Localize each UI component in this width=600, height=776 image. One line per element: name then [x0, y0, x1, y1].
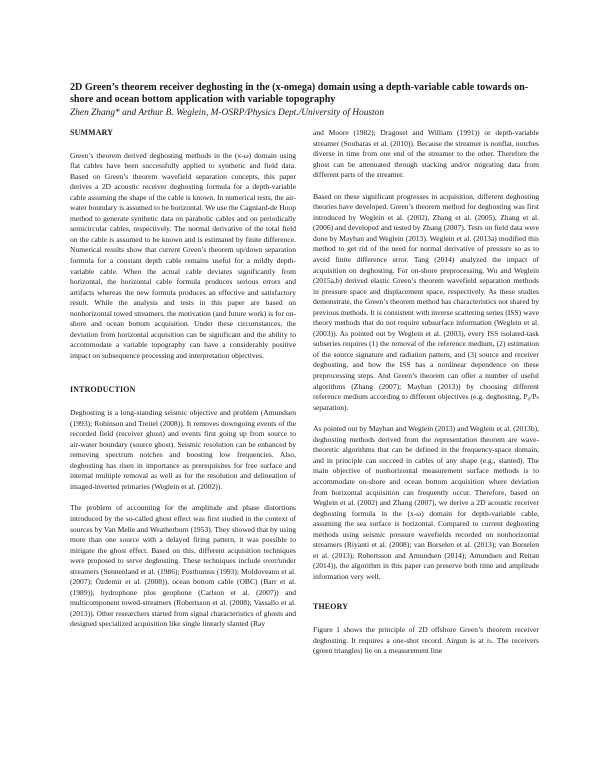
introduction-heading: INTRODUCTION: [70, 385, 136, 395]
summary-heading: SUMMARY: [70, 128, 114, 137]
theory-paragraph: Figure 1 shows the principle of 2D offshore Green’s theorem receiver deghosting. It requires a one-shot record. Airgun is at rₛ. The receivers (green triangles) lie on a measurement line: [313, 624, 539, 656]
theory-heading: THEORY: [313, 602, 349, 612]
intro-paragraph-2: The problem of accounting for the amplitude and phase distortions introduced by the so-called ghost effect was first studied in the context of sources by Van Melle and Weatherburn (1953). They showed that by using more than one source with a delayed firing pattern, it was possible to mitigate the ghost effect. Based on this, different acquisition techniques were proposed to serve deghosting. These techniques include over/under streamers (Sennenland et al. (1986); Posthumus (1993); Moldoveanu et al. (2007); Özdemir et al. (2008)), ocean bottom cable (OBC) (Barr et al. (1989)), hydrophone plus geophone (Carlson et al. (2007)) and multicomponent towed-streamers (Robertsson et al. (2008); Vassallo et al. (2013)). Other researchers started from signal characteristics of ghosts and designed specialized acquisition like single linearly slanted (Ray: [70, 503, 296, 629]
paper-title: 2D Green’s theorem receiver deghosting in the (x-omega) domain using a depth-variable cable towards on-shore and ocean bottom application with variable topography: [70, 82, 529, 106]
right-column: [313, 128, 539, 668]
summary-paragraph: Green’s theorem derived deghosting methods in the (x-ω) domain using flat cables have been successfully applied to synthetic and field data. Based on Green’s theorem wavefield separation concepts, this paper derives a 2D acoustic receiver deghosting formula for a depth-variable cable assuming the shape of the cable is known. In numerical tests, the air-water boundary is assumed to be horizontal. We use the Cagniard-de Hoop method to generate synthetic data on parabolic cables and on periodically semicircular cables, respectively. The normal derivative of the total field on the cable is assumed to be known and is estimated by finite difference. Numerical results show that current Green’s theorem up/down separation formula for a constant depth cable remains useful for a mildly depth-variable cable. When the actual cable deviates significantly from horizontal, the horizontal cable formula produces serious errors and artifacts whereas the new formula produces an effective and satisfactory result. While the analysis and tests in this paper are based on nonhorizontal towed streamers, the motivation (and future work) is for on-shore and ocean bottom acquisition. Under these circumstances, the deviation from horizontal acquisition can be significant and the ability to accommodate a variable topography can have a considerably positive impact on subsequence processing and interpretation objectives.: [70, 150, 296, 360]
paper-authors: Zhen Zhang* and Arthur B. Weglein, M-OSRP/Physics Dept./University of Houston: [70, 108, 385, 118]
intro-paragraph-1: Deghosting is a long-standing seismic objective and problem (Amundsen (1993); Robinson and Treitel (2008)). It removes downgoing events of the recorded field (receiver ghost) and events first going up from source to air-water boundary (source ghost). Seismic resolution can be enhanced by removing spectrum notches and boosting low frequencies. Also, deghosting has risen in importance as prerequisites for free surface and internal multiple removal as well as for the resolution and delineation of imaged-inverted primaries (Weglein et al. (2002)).: [70, 408, 296, 491]
intro-paragraph-2-continued: and Moore (1982); Dragoset and William (1991)) or depth-variable streamer (Soubaras et al. (2010)). Because the streamer is nonflat, notches diverse in time from one end of the streamer to the other. Therefore the ghost can be attenuated through stacking and/or migrating data from different parts of the streamer.: [313, 128, 539, 180]
left-column: [70, 128, 296, 641]
intro-paragraph-4: As pointed out by Mayhan and Weglein (2013) and Weglein et al. (2013b), deghosting methods derived from the representation theorem are wave-theoretic algorithms that can be defined in the frequency-space domain, and in principle can succeed in cables of any shape (e.g., slanted). The main objective of nonhorizontal measurement surface methods is to accommodate on-shore and ocean bottom acquisition where deviation from horizontal acquisition can frequently occur. Therefore, based on Weglein et al. (2002) and Zhang (2007), we derive a 2D acoustic receiver deghosting formula in the (x-ω) domain for depth-variable cable, assuming the sea surface is horizontal. Compared to current deghosting methods using seismic pressure wavefields recorded on nonhorizontal streamers (Riyanti et al. (2008); van Borselen et al. (2013); van Borselen et al. (2013); Robertsson and Amundsen (2014); Amundsen and Reitan (2014)), the algorithm in this paper can preserve both time and amplitude information very well.: [313, 424, 539, 581]
intro-paragraph-3: Based on these significant progresses in acquisition, different deghosting theories have developed. Green’s theorem method for deghosting was first introduced by Weglein et al. (2002), Zhang et al. (2005), Zhang et al. (2006) and developed and tested by Zhang (2007). Tests on field data were done by Mayhan and Weglein (2013). Weglein et al. (2013a) modified this method to get rid of the need for normal derivative of pressure so as to avoid finite difference error. Tang (2014) analyzed the impact of acquisition on deghosting. For on-shore preprocessing, Wu and Weglein (2015a,b) derived elastic Green’s theorem wavefield separation methods in pressure space and displacement space, respectively. As these studies demonstrate, the Green’s theorem method has characteristics not shared by previous methods. It is consistent with inverse scattering series (ISS) wave theory methods that do not require subsurface information (Weglein et al. (2003)). As pointed out by Weglein et al. (2003), every ISS isolated-task subseries requires (1) the removal of the reference medium, (2) estimation of the source signature and radiation pattern, and (3) source and receiver deghosting, and how the ISS has a nonlinear dependence on these preprocessing steps. And Green’s theorem can offer a number of useful algorithms (Zhang (2007); Mayhan (2013)) by choosing different reference medium according to different objectives (e.g. deghosting, P₀/Pₛ separation).: [313, 191, 539, 412]
